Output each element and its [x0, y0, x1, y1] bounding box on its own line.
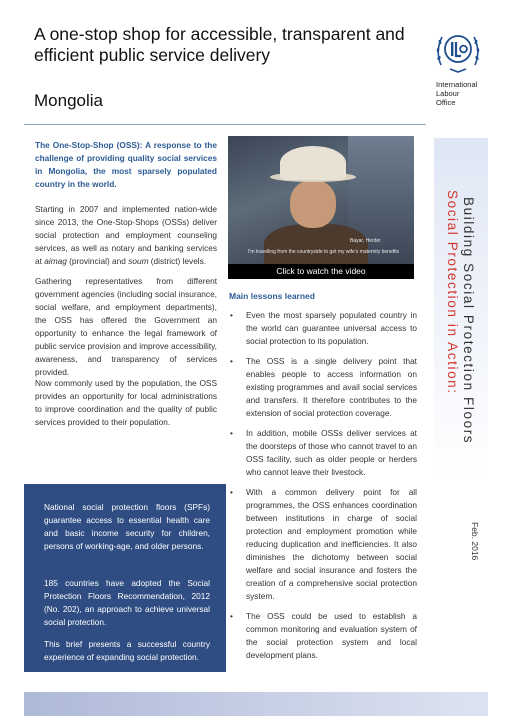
list-item: • With a common delivery point for all programmes, the OSS enhances coordination between institutions in charge of social protection and employment promotion while reducing duplication and inefficiencies. It also diminishes the dichotomy between social welfare and social insurance and fosters the creation of a comprehensive social protection system. [229, 486, 417, 603]
footer-band [24, 692, 488, 716]
series-subtitle: Building Social Protection Floors [461, 197, 476, 445]
lessons-list [229, 309, 417, 662]
org-line: Labour [436, 89, 460, 98]
ilo-logo-icon [433, 25, 483, 75]
video-name-tag: Bayar, Herder [350, 238, 381, 244]
video-figure-hat [280, 146, 346, 180]
list-item: • The OSS is a single delivery point that enables people to access information on existing programmes and avail social services and transfers. It therefore contributes to the extension of social protection coverage. [229, 355, 417, 420]
box-paragraph: 185 countries have adopted the Social Protection Floors Recommendation, 2012 (No. 202), an approach to achieve universal social protection. [44, 578, 210, 627]
video-figure-face [290, 180, 336, 228]
video-subtitle: I'm travelling from the countryside to get my wife's maternity benefits [248, 249, 400, 255]
intro-paragraph [35, 203, 217, 268]
term-soum: soum [128, 256, 149, 266]
box-paragraph: National social protection floors (SPFs) guarantee access to essential health care and basic income security for children, persons of working-age, and older persons. [44, 502, 210, 551]
organization-name [436, 80, 477, 107]
lead-paragraph: The One-Stop-Shop (OSS): A response to the challenge of providing quality social services in Mongolia, the most sparsely populated country in the world. [35, 140, 217, 189]
intro-paragraph: Now commonly used by the population, the OSS provides an opportunity for local administrations to improve coordination and the quality of public services provided to their population. [35, 378, 217, 427]
list-item: • The OSS could be used to establish a common monitoring and evaluation system of the social protection system and local development plans. [229, 610, 417, 662]
lessons-heading: Main lessons learned [229, 291, 315, 301]
list-item: • In addition, mobile OSSs deliver services at the doorsteps of those who cannot travel to an OSS facility, such as older people or herders who cannot leave their livestock. [229, 427, 417, 479]
box-paragraph: This brief presents a successful country experience of expanding social protection. [44, 639, 210, 662]
publication-date: Feb. 2016 [470, 522, 480, 561]
text-run: (provincial) and [66, 256, 129, 266]
org-line: Office [436, 98, 456, 107]
document-title: A one-stop shop for accessible, transparent and efficient public service delivery [34, 24, 405, 65]
country-name: Mongolia [34, 91, 103, 110]
spf-info-box [24, 484, 226, 672]
video-thumbnail[interactable] [228, 136, 414, 264]
series-title: Social Protection in Action: [445, 190, 460, 395]
header-divider [24, 124, 426, 125]
org-line: International [436, 80, 478, 89]
video-figure-coat [264, 224, 368, 264]
intro-paragraph: Gathering representatives from different government agencies (including social insurance, social welfare, and employment departments), the OSS has offered the Government an opportunity to enhance the legal framework of public service provision and improve accessibility, awareness, and transparency of services provided. [35, 276, 217, 377]
term-aimag: aimag [44, 256, 67, 266]
watch-video-link[interactable]: Click to watch the video [228, 264, 414, 279]
text-run: Starting in 2007 and implemented nation-wide since 2013, the One-Stop-Shops (OSSs) deliver social protection and employment counseling services, as well as notary and banking services at [35, 204, 217, 266]
list-item: • Even the most sparsely populated country in the world can guarantee universal access to social protection to its population. [229, 309, 417, 348]
text-run: (district) levels. [148, 256, 207, 266]
